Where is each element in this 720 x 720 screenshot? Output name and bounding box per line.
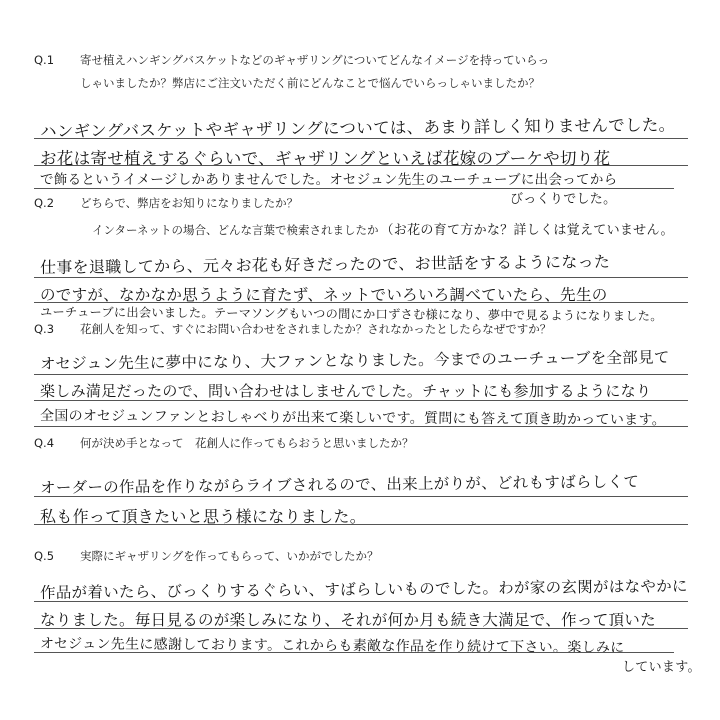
answer-1-line4: びっくりでした。 <box>510 192 617 207</box>
answer-line <box>34 165 688 166</box>
question-2-text: どちらで、弊店をお知りになりましたか？ <box>80 196 299 210</box>
answer-2-line1: 仕事を退職してから、元々お花も好きだったので、お世話をするようになった <box>39 252 611 277</box>
answer-3-line2: 楽しみ満足だったので、問い合わせはしませんでした。チャットにも参加するようになり <box>40 382 652 400</box>
question-1-text-line2: しゃいましたか？弊店にご注文いただく前にどんなことで悩んでいらっしゃいましたか？ <box>80 76 540 90</box>
question-4-number: Q.4 <box>34 436 55 450</box>
question-5 <box>34 549 379 564</box>
question-2-sub <box>92 219 672 238</box>
answer-3-line3: 全国のオセジュンファンとおしゃべりが出来て楽しいです。質問にも答えて頂き助かっています。 <box>39 408 667 429</box>
question-1-line2 <box>80 76 540 91</box>
answer-5-line4: しています。 <box>622 660 701 675</box>
question-2 <box>34 196 298 211</box>
answer-line <box>34 426 688 427</box>
answer-line <box>34 652 674 653</box>
answer-line <box>34 628 688 629</box>
answer-3-line1: オセジュン先生に夢中になり、大ファンとなりました。今までのユーチューブを全部見て <box>39 348 670 373</box>
answer-5-line1: 作品が着いたら、びっくりするぐらい、すばらしいものでした。わが家の玄関がはなやかに <box>39 577 688 602</box>
answer-line <box>34 277 688 278</box>
question-3-text: 花創人を知って、すぐにお問い合わせをされましたか？されなかったとしたらなぜですか？ <box>80 322 552 336</box>
answer-4-line1: オーダーの作品を作りながらライブされるので、出来上がりが、どれもすばらしくて <box>39 472 640 497</box>
question-4 <box>34 436 414 451</box>
answer-5-line2: なりました。毎日見るのが楽しみになり、それが何か月も続き大満足で、作って頂いた <box>40 611 656 629</box>
answer-5-line3: オセジュン先生に感謝しております。これからも素敵な作品を作り続けて下さい。楽しみに <box>39 636 625 657</box>
answer-1-line2: お花は寄せ植えするぐらいで、ギャザリングといえば花嫁のブーケや切り花 <box>40 149 611 168</box>
question-1-number: Q.1 <box>34 53 55 67</box>
question-5-text: 実際にギャザリングを作ってもらって、いかがでしたか？ <box>80 549 379 563</box>
question-3-number: Q.3 <box>34 322 55 336</box>
answer-line <box>34 374 688 375</box>
answer-line <box>34 138 688 139</box>
question-5-number: Q.5 <box>34 549 55 563</box>
answer-2-line3: ユーチューブに出会いました。テーマソングもいつの間にか口ずさむ様になり、夢中で見るようになりました。 <box>39 305 663 324</box>
answer-line <box>34 400 688 401</box>
question-2-number: Q.2 <box>34 196 55 210</box>
answer-line <box>34 524 688 525</box>
answer-2-line2: のですが、なかなか思うように育たず、ネットでいろいろ調べていたら、先生の <box>40 286 608 304</box>
question-2-sub-answer: （お花の育て方かな？詳しくは覚えていません。 <box>380 223 674 238</box>
question-2-sub-text: インターネットの場合、どんな言葉で検索されましたか <box>92 223 379 237</box>
answer-line <box>34 496 688 497</box>
question-1 <box>34 53 549 68</box>
answer-line <box>34 601 688 602</box>
question-1-text-line1: 寄せ植えハンギングバスケットなどのギャザリングについてどんなイメージを持っていらっ <box>80 53 550 67</box>
answer-1-line1: ハンギングバスケットやギャザリングについては、あまり詳しく知りませんでした。 <box>39 115 676 141</box>
answer-4-line2: 私も作って頂きたいと思う様になりました。 <box>40 507 367 526</box>
question-4-text: 何が決め手となって 花創人に作ってもらおうと思いましたか？ <box>80 436 414 450</box>
answer-1-line3: で飾るというイメージしかありませんでした。オセジュン先生のユーチューブに出会ってから <box>40 172 618 188</box>
question-3 <box>34 322 551 337</box>
